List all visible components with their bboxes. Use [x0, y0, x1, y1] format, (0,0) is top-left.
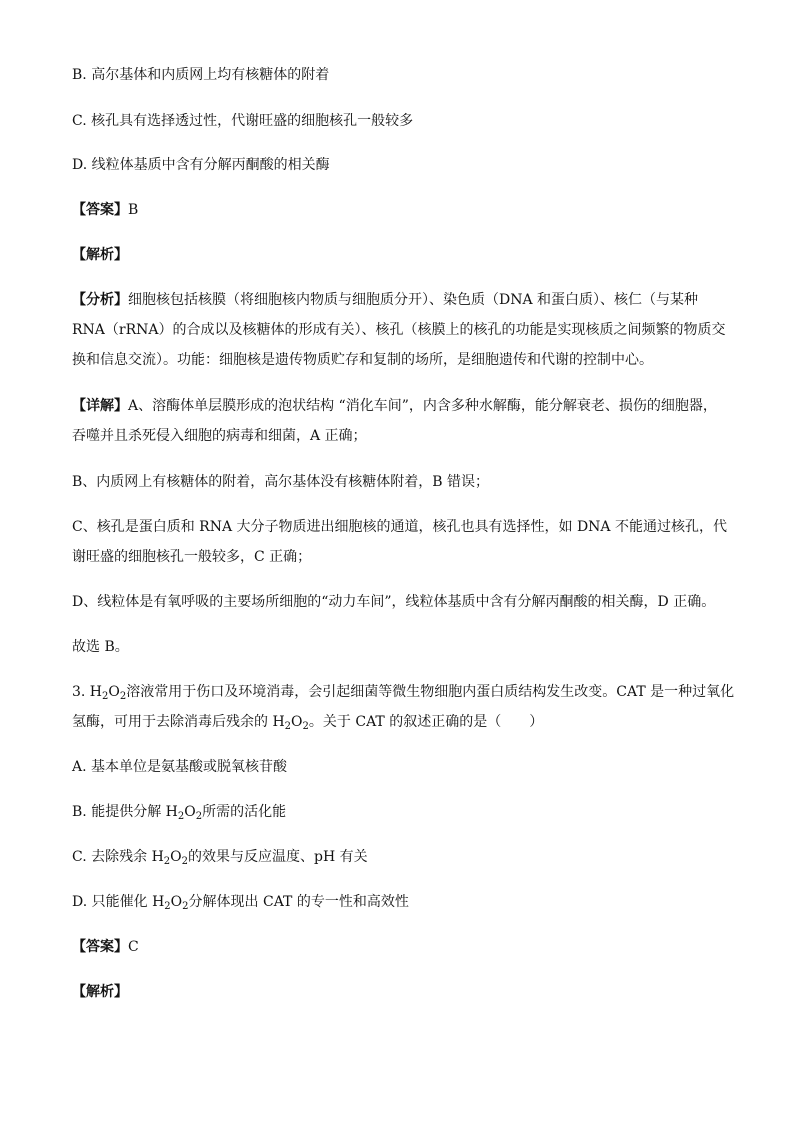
fenxi-label: 【分析】	[72, 292, 128, 308]
q3-answer	[72, 936, 139, 958]
option-text: C. 去除残余 H	[72, 849, 164, 865]
q3-stem-text: 。关于 CAT 的叙述正确的是（ ）	[308, 714, 544, 730]
option-text: O	[170, 849, 182, 865]
subscript: 2	[182, 901, 189, 912]
option-text: B. 能提供分解 H	[72, 804, 178, 820]
q2-xiangjie-c2: 谢旺盛的细胞核孔一般较多，C 正确；	[72, 549, 312, 565]
q3-option-d	[72, 891, 409, 913]
q2-option-b: B. 高尔基体和内质网上均有核糖体的附着	[72, 67, 330, 83]
subscript: 2	[284, 721, 292, 732]
subscript: 2	[302, 721, 309, 732]
q3-stem-text: O	[108, 684, 120, 700]
q2-conclusion: 故选 B。	[72, 639, 129, 655]
option-text: D. 只能催化 H	[72, 894, 165, 910]
q3-stem-text: O	[291, 714, 303, 730]
q3-stem-line2	[72, 711, 543, 733]
q2-analysis-label: 【解析】	[72, 247, 128, 263]
option-text: 的效果与反应温度、pH 有关	[188, 849, 368, 865]
q3-analysis-label: 【解析】	[72, 984, 128, 1000]
subscript: 2	[181, 856, 189, 867]
answer-value: B	[128, 202, 139, 218]
q2-fenxi-line1	[72, 289, 698, 311]
q3-stem-line1	[72, 681, 734, 703]
subscript: 2	[195, 811, 203, 822]
option-text: 分解体现出 CAT 的专一性和高效性	[188, 894, 409, 910]
answer-label: 【答案】	[72, 939, 128, 955]
subscript: 2	[119, 691, 127, 702]
q2-xiangjie-c1: C、核孔是蛋白质和 RNA 大分子物质进出细胞核的通道，核孔也具有选择性，如 DNA 不能通过核孔，代	[72, 519, 727, 535]
q2-xiangjie-d: D、线粒体是有氧呼吸的主要场所细胞的“动力车间”，线粒体基质中含有分解丙酮酸的相关酶，D 正确。	[72, 594, 716, 610]
answer-value: C	[128, 939, 139, 955]
q3-stem-text: 3. H	[72, 684, 103, 700]
subscript: 2	[177, 811, 185, 822]
xiangjie-a-text: A、溶酶体单层膜形成的泡状结构 “消化车间”，内含多种水解酶，能分解衰老、损伤的细胞器，	[128, 398, 717, 414]
xiangjie-label: 【详解】	[72, 398, 128, 414]
subscript: 2	[102, 691, 109, 702]
q2-option-d: D. 线粒体基质中含有分解丙酮酸的相关酶	[72, 157, 330, 173]
q2-xiangjie-b: B、内质网上有核糖体的附着，高尔基体没有核糖体附着，B 错误；	[72, 474, 490, 490]
q2-fenxi-line3: 换和信息交流）。功能：细胞核是遗传物质贮存和复制的场所，是细胞遗传和代谢的控制中心。	[72, 352, 653, 368]
q3-stem-text: 氢酶，可用于去除消毒后残余的 H	[72, 714, 285, 730]
q3-option-b	[72, 801, 286, 823]
subscript: 2	[163, 856, 171, 867]
answer-label: 【答案】	[72, 202, 128, 218]
q2-fenxi-line2: RNA（rRNA）的合成以及核糖体的形成有关）、核孔（核膜上的核孔的功能是实现核质之间频繁的物质交	[72, 322, 726, 338]
subscript: 2	[164, 901, 171, 912]
option-text: 所需的活化能	[202, 804, 287, 820]
option-text: O	[184, 804, 196, 820]
q2-xiangjie-line2: 吞噬并且杀死侵入细胞的病毒和细菌，A 正确；	[72, 428, 367, 444]
q3-stem-text: 溶液常用于伤口及环境消毒，会引起细菌等微生物细胞内蛋白质结构发生改变。CAT 是一种过氧化	[126, 684, 735, 700]
q2-answer	[72, 199, 138, 221]
q3-option-a: A. 基本单位是氨基酸或脱氧核苷酸	[72, 759, 288, 775]
q2-option-c: C. 核孔具有选择透过性，代谢旺盛的细胞核孔一般较多	[72, 113, 414, 129]
option-text: O	[170, 894, 183, 910]
q3-option-c	[72, 846, 368, 868]
q2-xiangjie-line1	[72, 395, 717, 417]
fenxi-text: 细胞核包括核膜（将细胞核内物质与细胞质分开）、染色质（DNA 和蛋白质）、核仁（与某种	[128, 292, 699, 308]
